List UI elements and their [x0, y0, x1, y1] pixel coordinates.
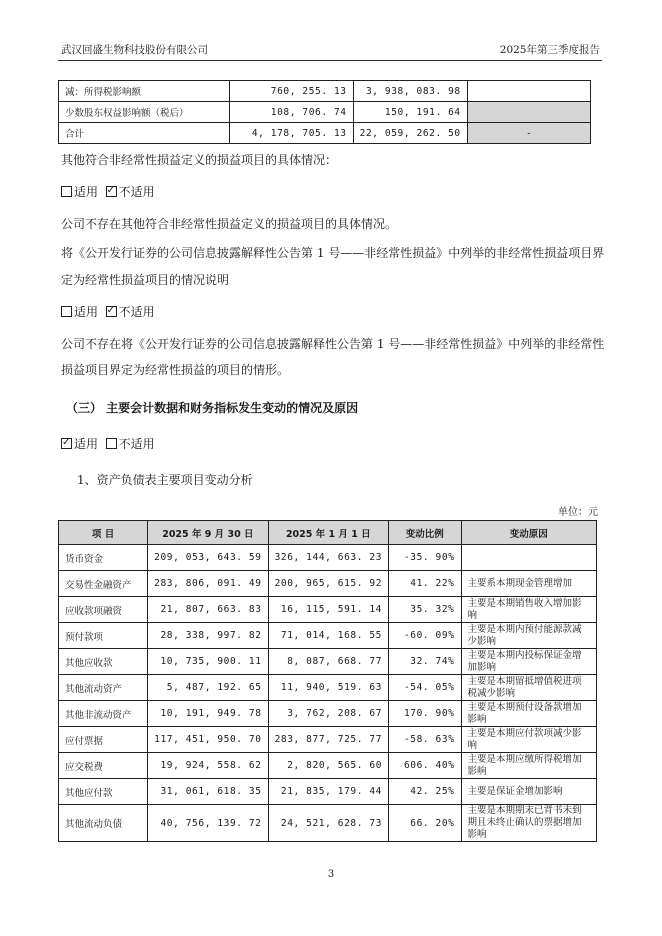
item-cell: 其他非流动资产 — [59, 701, 148, 727]
change-ratio-cell: -35. 90% — [389, 545, 462, 571]
checkbox-unchecked-icon — [106, 438, 117, 449]
paragraph: 公司不存在其他符合非经常性损益定义的损益项目的具体情况。 — [61, 217, 398, 231]
paragraph: 损益项目界定为经常性损益的项目的情形。 — [61, 363, 290, 377]
table-row — [59, 701, 597, 727]
change-ratio-cell: 42. 25% — [389, 779, 462, 805]
reason-cell: 主要是本期内投标保证金增加影响 — [461, 649, 596, 675]
change-ratio-cell: 170. 90% — [389, 701, 462, 727]
change-ratio-cell: -54. 05% — [389, 675, 462, 701]
value-cell: 3, 762, 208. 67 — [268, 701, 388, 727]
option-label: 不适用 — [118, 437, 155, 451]
reason-cell: 主要是本期应付款项减少影响 — [461, 727, 596, 753]
table-row — [59, 571, 597, 597]
column-header: 变动原因 — [461, 521, 596, 545]
value-cell: 24, 521, 628. 73 — [268, 805, 388, 842]
change-ratio-cell: -60. 09% — [389, 623, 462, 649]
header-company: 武汉回盛生物科技股份有限公司 — [61, 44, 208, 56]
change-ratio-cell: 41. 22% — [389, 571, 462, 597]
paragraph: 定为经常性损益项目的情况说明 — [61, 273, 230, 287]
option-label: 适用 — [74, 437, 99, 451]
item-cell: 交易性金融资产 — [59, 571, 148, 597]
value-cell: 11, 940, 519. 63 — [268, 675, 388, 701]
value-cell: 5, 487, 192. 65 — [148, 675, 268, 701]
table-row — [59, 545, 597, 571]
paragraph: 公司不存在将《公开发行证券的公司信息披露解释性公告第 1 号——非经常性损益》中列举的非经常性 — [61, 337, 605, 351]
value-cell: 283, 877, 725. 77 — [268, 727, 388, 753]
change-ratio-cell: 35. 32% — [389, 597, 462, 623]
value-cell: 21, 835, 179. 44 — [268, 779, 388, 805]
value-cell: 3, 938, 083. 98 — [353, 81, 467, 102]
section-heading: （三） 主要会计数据和财务指标发生变动的情况及原因 — [66, 401, 359, 415]
value-cell: 71, 014, 168. 55 — [268, 623, 388, 649]
table-row — [59, 102, 591, 123]
checkbox-checked-icon — [106, 306, 117, 317]
value-cell: 209, 053, 643. 59 — [148, 545, 268, 571]
column-header: 2025 年 1 月 1 日 — [268, 521, 388, 545]
value-cell: 4, 178, 705. 13 — [229, 123, 353, 144]
applicability-choice — [61, 436, 155, 452]
checkbox-unchecked-icon — [61, 306, 72, 317]
change-ratio-cell: 32. 74% — [389, 649, 462, 675]
value-cell: 28, 338, 997. 82 — [148, 623, 268, 649]
value-cell: 2, 820, 565. 60 — [268, 753, 388, 779]
checkbox-checked-icon — [106, 186, 117, 197]
applicability-choice — [61, 304, 155, 320]
reason-cell: 主要是本期销售收入增加影响 — [461, 597, 596, 623]
table-header-row — [59, 521, 597, 545]
table-row — [59, 675, 597, 701]
paragraph: 将《公开发行证券的公司信息披露解释性公告第 1 号——非经常性损益》中列举的非经常性损益项目界 — [61, 246, 605, 260]
reason-cell: 主要是本期期末已背书未到期且未终止确认的票据增加影响 — [461, 805, 596, 842]
value-cell: 16, 115, 591. 14 — [268, 597, 388, 623]
reason-cell: 主要是本期留抵增值税进项税减少影响 — [461, 675, 596, 701]
reason-cell — [461, 545, 596, 571]
column-header: 变动比例 — [389, 521, 462, 545]
note-cell: - — [467, 123, 590, 144]
table-row — [59, 727, 597, 753]
checkbox-checked-icon — [61, 438, 72, 449]
value-cell: 760, 255. 13 — [229, 81, 353, 102]
table-row — [59, 623, 597, 649]
value-cell: 326, 144, 663. 23 — [268, 545, 388, 571]
item-cell: 货币资金 — [59, 545, 148, 571]
reason-cell: 主要是本期应缴所得税增加影响 — [461, 753, 596, 779]
value-cell: 10, 191, 949. 78 — [148, 701, 268, 727]
value-cell: 40, 756, 139. 72 — [148, 805, 268, 842]
value-cell: 8, 087, 668. 77 — [268, 649, 388, 675]
note-cell — [467, 102, 590, 123]
row-label: 减：所得税影响额 — [59, 81, 230, 102]
header-divider — [58, 60, 602, 61]
reason-cell: 主要是保证金增加影响 — [461, 779, 596, 805]
table-row — [59, 753, 597, 779]
table-row — [59, 779, 597, 805]
header-report-title: 2025年第三季度报告 — [499, 44, 600, 56]
table-row — [59, 81, 591, 102]
value-cell: 283, 806, 091. 49 — [148, 571, 268, 597]
paragraph: 其他符合非经常性损益定义的损益项目的具体情况： — [61, 153, 338, 167]
change-ratio-cell: 606. 40% — [389, 753, 462, 779]
item-cell: 其他流动资产 — [59, 675, 148, 701]
item-cell: 应交税费 — [59, 753, 148, 779]
checkbox-unchecked-icon — [61, 186, 72, 197]
option-label: 适用 — [74, 185, 99, 199]
option-label: 适用 — [74, 305, 99, 319]
table-row-total — [59, 123, 591, 144]
value-cell: 108, 706. 74 — [229, 102, 353, 123]
table-row — [59, 649, 597, 675]
item-cell: 其他流动负债 — [59, 805, 148, 842]
page-number: 3 — [327, 869, 335, 880]
row-label: 少数股东权益影响额（税后） — [59, 102, 230, 123]
applicability-choice — [61, 184, 155, 200]
item-cell: 应收款项融资 — [59, 597, 148, 623]
non-recurring-table — [58, 80, 591, 144]
row-label: 合计 — [59, 123, 230, 144]
subsection-heading: 1、资产负债表主要项目变动分析 — [77, 473, 253, 487]
column-header: 项 目 — [59, 521, 148, 545]
unit-label: 单位：元 — [558, 507, 598, 518]
value-cell: 150, 191. 64 — [353, 102, 467, 123]
change-ratio-cell: -58. 63% — [389, 727, 462, 753]
value-cell: 19, 924, 558. 62 — [148, 753, 268, 779]
reason-cell: 主要系本期现金管理增加 — [461, 571, 596, 597]
option-label: 不适用 — [118, 305, 155, 319]
value-cell: 21, 807, 663. 83 — [148, 597, 268, 623]
value-cell: 117, 451, 950. 70 — [148, 727, 268, 753]
item-cell: 预付款项 — [59, 623, 148, 649]
reason-cell: 主要是本期预付设备款增加影响 — [461, 701, 596, 727]
table-row — [59, 597, 597, 623]
note-cell — [467, 81, 590, 102]
value-cell: 10, 735, 900. 11 — [148, 649, 268, 675]
option-label: 不适用 — [118, 185, 155, 199]
column-header: 2025 年 9 月 30 日 — [148, 521, 268, 545]
value-cell: 22, 059, 262. 50 — [353, 123, 467, 144]
value-cell: 200, 965, 615. 92 — [268, 571, 388, 597]
reason-cell: 主要是本期内预付能源款减少影响 — [461, 623, 596, 649]
change-ratio-cell: 66. 20% — [389, 805, 462, 842]
balance-sheet-change-table — [58, 520, 597, 842]
item-cell: 其他应付款 — [59, 779, 148, 805]
table-row — [59, 805, 597, 842]
value-cell: 31, 061, 618. 35 — [148, 779, 268, 805]
item-cell: 其他应收款 — [59, 649, 148, 675]
item-cell: 应付票据 — [59, 727, 148, 753]
